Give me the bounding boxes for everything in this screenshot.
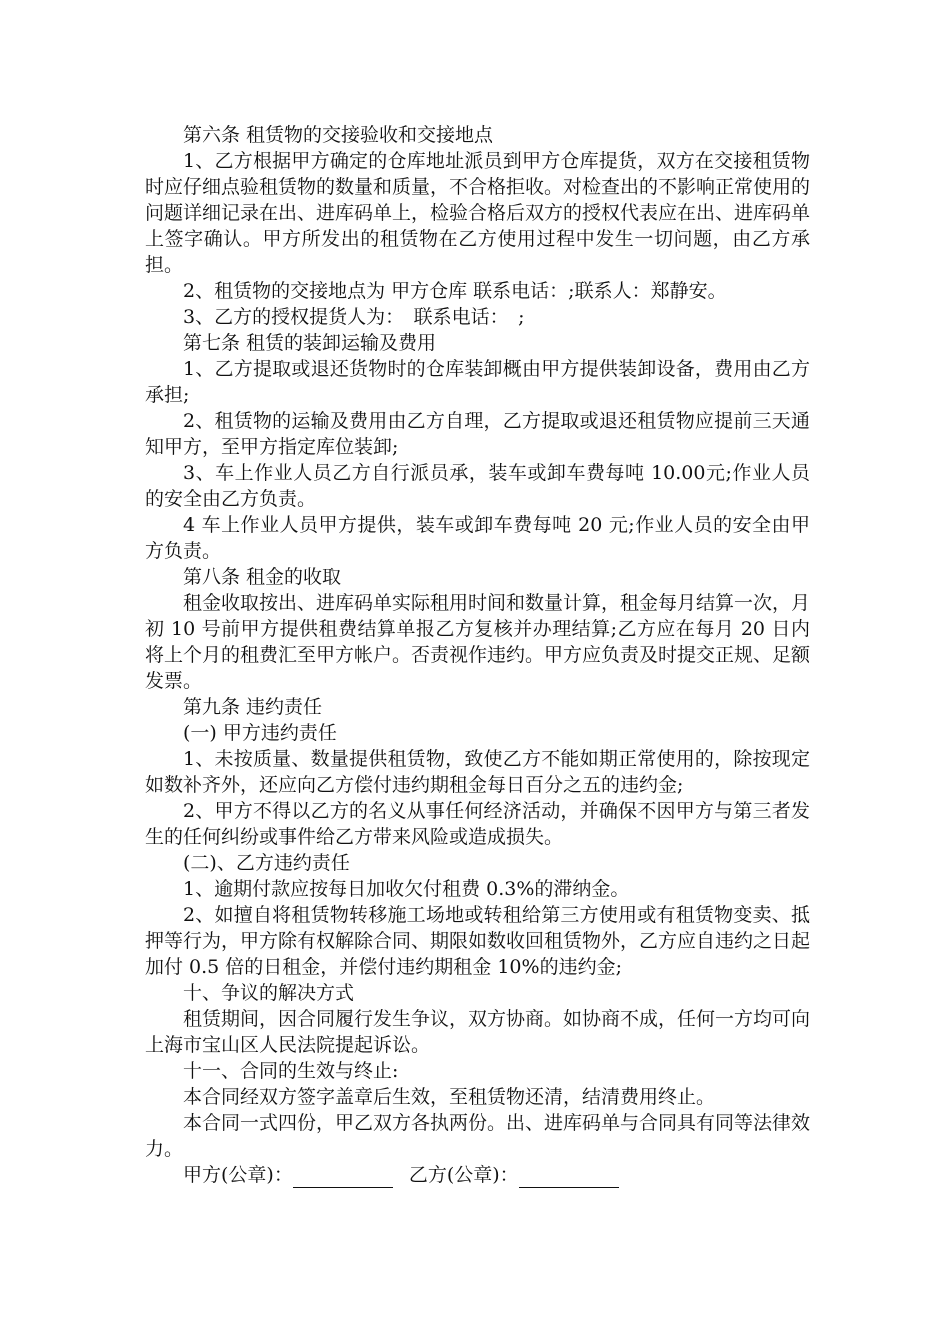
section-heading-article-9: 第九条 违约责任 <box>183 696 323 718</box>
contract-page <box>145 122 810 1188</box>
party-b-signature-label: 乙方(公章)： <box>408 1164 519 1186</box>
clause-paragraph: 1、逾期付款应按每日加收欠付租费 0.3%的滞纳金。 <box>183 878 630 900</box>
clause-paragraph: 2、甲方不得以乙方的名义从事任何经济活动，并确保不因甲方与第三者发生的任何纠纷或事件给乙方带来风险或造成损失。 <box>145 800 810 848</box>
clause-paragraph: 本合同一式四份，甲乙双方各执两份。出、进库码单与合同具有同等法律效力。 <box>145 1112 811 1160</box>
section-heading-article-11: 十一、合同的生效与终止: <box>183 1060 399 1082</box>
subsection-heading: (一) 甲方违约责任 <box>183 722 337 744</box>
clause-paragraph: 1、乙方根据甲方确定的仓库地址派员到甲方仓库提货，双方在交接租赁物时应仔细点验租赁物的数量和质量，不合格拒收。对检查出的不影响正常使用的问题详细记录在出、进库码单上，检验合格后双方的授权代表应在出、进库码单上签字确认。甲方所发出的租赁物在乙方使用过程中发生一切问题，由乙方承担。 <box>145 150 811 276</box>
clause-paragraph: 租赁期间，因合同履行发生争议，双方协商。如协商不成，任何一方均可向上海市宝山区人民法院提起诉讼。 <box>145 1008 811 1056</box>
clause-paragraph: 3、车上作业人员乙方自行派员承，装车或卸车费每吨 10.00元;作业人员的安全由乙方负责。 <box>145 462 810 510</box>
clause-paragraph: 4 车上作业人员甲方提供，装车或卸车费每吨 20 元;作业人员的安全由甲方负责。 <box>145 514 810 562</box>
clause-paragraph: 本合同经双方签字盖章后生效，至租赁物还清，结清费用终止。 <box>183 1086 716 1108</box>
section-heading-article-7: 第七条 租赁的装卸运输及费用 <box>183 332 437 354</box>
clause-paragraph: 租金收取按出、进库码单实际租用时间和数量计算，租金每月结算一次，月初 10 号前甲方提供租费结算单报乙方复核并办理结算;乙方应在每月 20 日内将上个月的租费汇至甲方帐户。否责视作违约。甲方应负责及时提交正规、足额发票。 <box>145 592 811 692</box>
party-a-signature-line <box>293 1167 393 1188</box>
section-heading-article-10: 十、争议的解决方式 <box>183 982 355 1004</box>
clause-paragraph: 2、如擅自将租赁物转移施工场地或转租给第三方使用或有租赁物变卖、抵押等行为，甲方除有权解除合同、期限如数收回租赁物外，乙方应自违约之日起加付 0.5 倍的日租金，并偿付违约期租金 10%的违约金; <box>145 904 811 978</box>
subsection-heading: (二)、乙方违约责任 <box>183 852 350 874</box>
clause-paragraph: 3、乙方的授权提货人为： 联系电话： ; <box>183 306 525 328</box>
party-b-signature-line <box>519 1167 619 1188</box>
clause-paragraph: 1、乙方提取或退还货物时的仓库装卸概由甲方提供装卸设备，费用由乙方承担; <box>145 358 810 406</box>
clause-paragraph: 1、未按质量、数量提供租赁物，致使乙方不能如期正常使用的，除按现定如数补齐外，还应向乙方偿付违约期租金每日百分之五的违约金; <box>145 748 810 796</box>
section-heading-article-6: 第六条 租赁物的交接验收和交接地点 <box>183 124 494 146</box>
clause-paragraph: 2、租赁物的运输及费用由乙方自理，乙方提取或退还租赁物应提前三天通知甲方，至甲方指定库位装卸; <box>145 410 810 458</box>
signature-row <box>145 1162 810 1188</box>
clause-paragraph: 2、租赁物的交接地点为 甲方仓库 联系电话：;联系人：郑静安。 <box>183 280 727 302</box>
party-a-signature-label: 甲方(公章)： <box>183 1164 293 1186</box>
section-heading-article-8: 第八条 租金的收取 <box>183 566 342 588</box>
